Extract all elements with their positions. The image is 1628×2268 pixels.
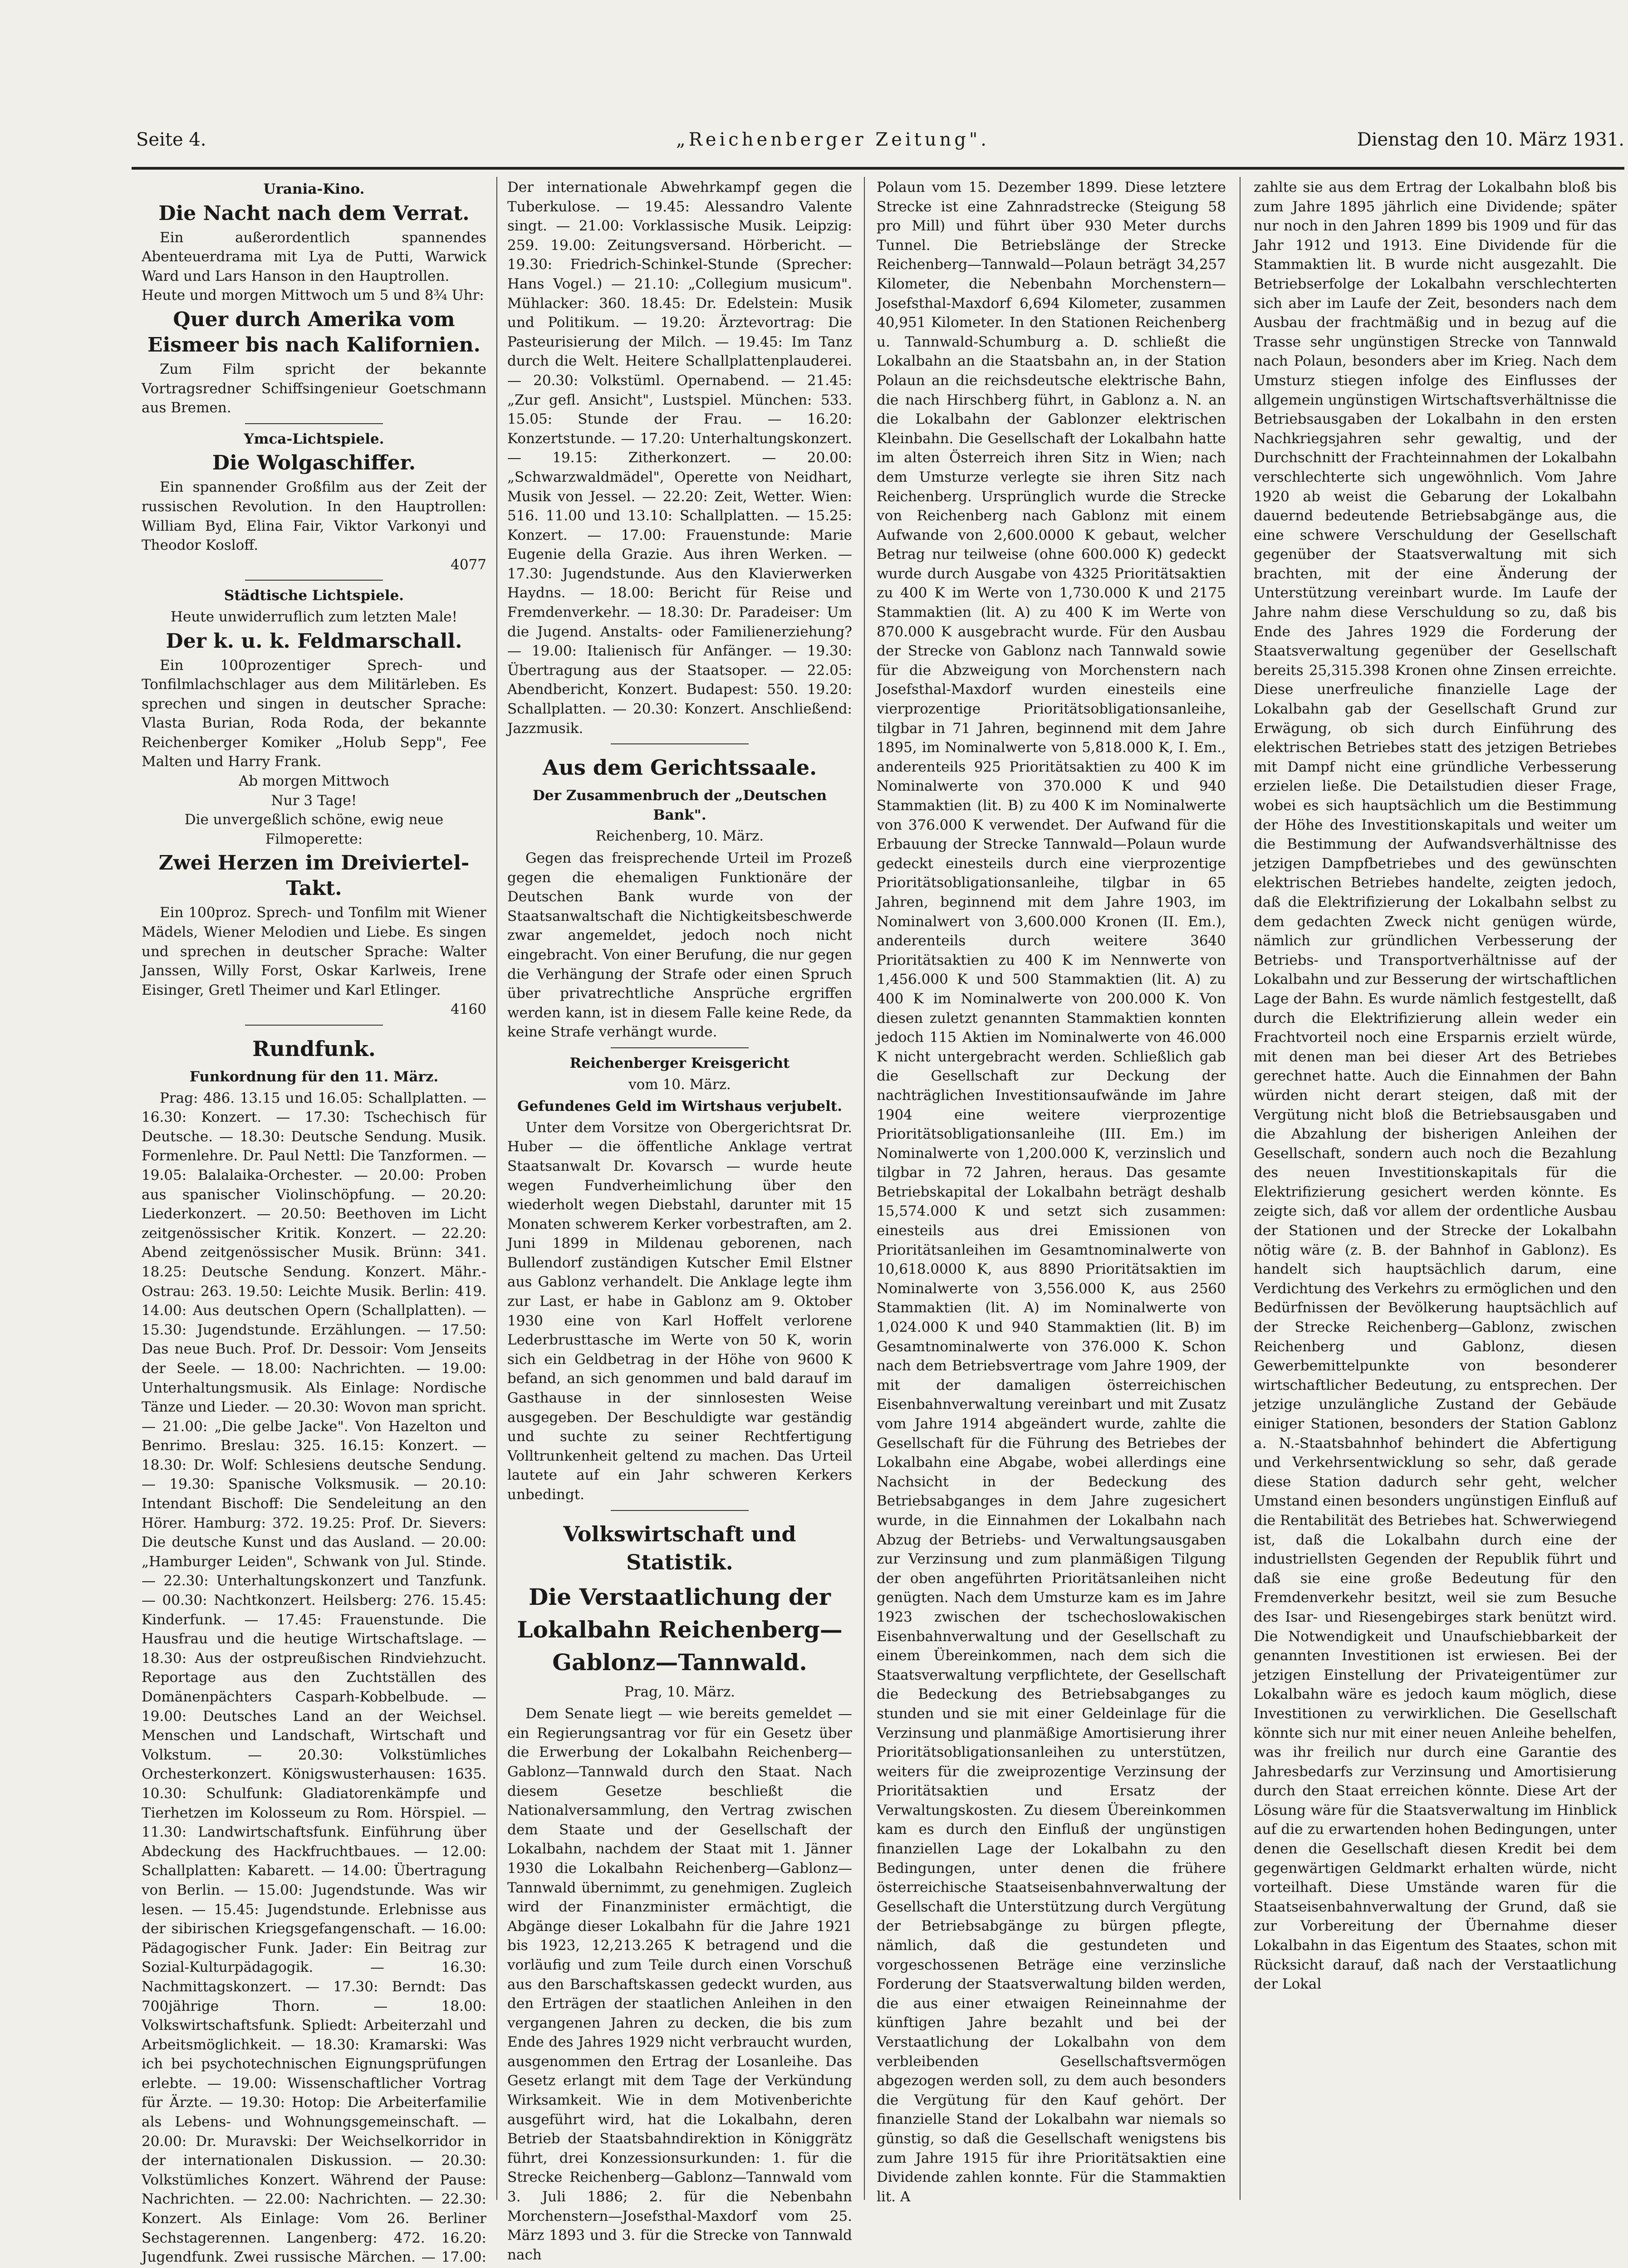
showtime: Nur 3 Tage! bbox=[271, 792, 357, 809]
film-description: Ein 100proz. Sprech- und Tonfilm mit Wiener Mädels, Wiener Melodien und Liebe. Es singen und sprechen in deutscher Sprache: Walter Janssen, Willy Forst, Oskar Karlweis, Irene Eisinger, Gretl Theimer und Karl Etlinger. bbox=[142, 904, 486, 998]
column-2 bbox=[507, 178, 852, 2263]
film-note: Zum Film spricht der bekannte Vortragsredner Schiffsingenieur Goetschmann aus Bremen. bbox=[142, 361, 486, 416]
dateline: vom 10. März. bbox=[628, 1076, 731, 1093]
film-title: Der k. u. k. Feldmarschall. bbox=[166, 629, 462, 653]
column-divider bbox=[864, 177, 865, 2200]
section-divider bbox=[611, 1510, 749, 1511]
showtime: Ab morgen Mittwoch bbox=[238, 773, 390, 790]
section-divider bbox=[245, 1025, 383, 1026]
article-body: Dem Senate liegt — wie bereits gemeldet — ein Regierungsantrag vor für ein Gesetz über die Erwerbung der Lokalbahn Reichenberg—Gablonz—Tannwald durch den Staat. Nach diesem Gesetze beschließt die Nationalversammlung, den Vertrag zwischen dem Staate und der Gesellschaft der Lokalbahn, nachdem der Staat mit 1. Jänner 1930 die Lokalbahn Reichenberg—Gablonz—Tannwald übernimmt, zu genehmigen. Zugleich wird der Finanzminister ermächtigt, die Abgänge dieser Lokalbahn für die Jahre 1921 bis 1923, 12,213.265 K betragend und die vorläufig und zum Teile durch einen Vorschuß aus den Barschaftskassen gedeckt wurden, aus den Erträgen der staatlichen Anleihen in den vergangenen Jahren zu decken, die bis zum Ende des Jahres 1929 nicht verbraucht wurden, ausgenommen den Ertrag der Losanleihe. Das Gesetz erlangt mit dem Tage der Verkündung Wirksamkeit. Wie in dem Motivenberichte ausgeführt wird, hat die Lokalbahn, deren Betrieb der Staatsbahndirektion in Königgrätz führt, drei Konzessionsurkunden: 1. für die Strecke Reichenberg—Gablonz—Tannwald vom 3. Juli 1886; 2. für die Nebenbahn Morchenstern—Josefsthal-Maxdorf vom 25. März 1893 und 3. für die Strecke von Tannwald nach bbox=[507, 1706, 852, 2263]
dateline: Prag, 10. März. bbox=[624, 1683, 736, 1700]
film-title: Zwei Herzen im Dreiviertel-Takt. bbox=[158, 851, 470, 900]
article-subtitle: Der Zusammenbruch der „Deutschen Bank". bbox=[532, 787, 827, 823]
page-number: Seite 4. bbox=[136, 129, 206, 150]
cinema-name: Städtische Lichtspiele. bbox=[224, 587, 404, 604]
section-title: Rundfunk. bbox=[252, 1036, 376, 1061]
section-divider bbox=[245, 423, 383, 424]
ad-number: 4160 bbox=[451, 1001, 486, 1018]
film-title: Die Nacht nach dem Verrat. bbox=[158, 201, 470, 225]
issue-date: Dienstag den 10. März 1931. bbox=[1357, 129, 1624, 150]
article-subtitle: Gefundenes Geld im Wirtshaus verjubelt. bbox=[517, 1098, 842, 1115]
film-intro: Die unvergeßlich schöne, ewig neue Filmoperette: bbox=[184, 811, 444, 847]
header-rule bbox=[132, 167, 1624, 170]
section-divider bbox=[611, 743, 749, 744]
column-3 bbox=[877, 178, 1226, 2210]
article-title: Die Verstaatlichung der Lokalbahn Reichenberg—Gablonz—Tannwald. bbox=[517, 1583, 843, 1676]
section-subtitle: Funkordnung für den 11. März. bbox=[189, 1069, 439, 1085]
radio-program: Der internationale Abwehrkampf gegen die Tuberkulose. — 19.45: Alessandro Valente singt. — 21.00: Vorklassische Musik. Leipzig: 259. 19.00: Zeitungsversand. Hörbericht. — 19.30: Friedrich-Schinkel-Stunde (Sprecher: Hans Vogel.) — 21.10: „Collegium musicum". Mühlacker: 360. 18.45: Dr. Edelstein: Musik und Politikum. — 19.20: Ärztevortrag: Die Pasteurisierung der Milch. — 19.45: Im Tanz durch die Welt. Heitere Schallplattenplauderei. — 20.30: Volkstüml. Opernabend. — 21.45: „Zur gefl. Ansicht", Lustspiel. München: 533. 15.05: Stunde der Frau. — 16.20: Konzertstunde. — 17.20: Unterhaltungskonzert. — 19.15: Zitherkonzert. — 20.00: „Schwarzwaldmädel", Operette von Neidhart, Musik von Jessel. — 22.20: Zeit, Wetter. Wien: 516. 11.00 und 13.10: Schallplatten. — 15.25: Konzert. — 17.00: Frauenstunde: Marie Eugenie della Grazie. Aus ihren Werken. — 17.30: Jugendstunde. Aus den Klavierwerken Haydns. — 18.00: Bericht für Reise und Fremdenverkehr. — 18.30: Dr. Paradeiser: Um die Jugend. Anstalts- oder Familienerziehung? — 19.00: Italienisch für Anfänger. — 19.30: Übertragung aus der Staatsoper. — 22.05: Abendbericht, Konzert. Budapest: 550. 19.20: Schallplatten. — 20.30: Konzert. Anschließend: Jazzmusik. bbox=[507, 179, 852, 737]
article-body: zahlte sie aus dem Ertrag der Lokalbahn bloß bis zum Jahre 1895 jährlich eine Dividende; später nur noch in den Jahren 1899 bis 1909 und für das Jahr 1912 und 1913. Eine Dividende für die Stammaktien lit. B wurde nicht ausgezahlt. Die Betriebserfolge der Lokalbahn verschlechterten sich aber im Laufe der Zeit, besonders nach dem Ausbau der frachtmäßig und in bezug auf die Trasse sehr ungünstigen Strecke von Tannwald nach Polaun, besonders aber im Krieg. Nach dem Umsturz stiegen infolge des Einflusses der allgemein ungünstigen Wirtschaftsverhältnisse die Betriebsausgaben der Lokalbahn in den ersten Nachkriegsjahren sehr gewaltig, und der Durchschnitt der Frachteinnahmen der Lokalbahn verschlechterte sich ungewöhnlich. Vom Jahre 1920 ab weist die Gebarung der Lokalbahn dauernd bedeutende Betriebsabgänge aus, die eine schwere Verschuldung der Gesellschaft gegenüber der Staatsverwaltung mit sich brachten, mit der eine Änderung der Unterstützung vereinbart wurde. Im Laufe der Jahre nahm diese Verschuldung so zu, daß bis Ende des Jahres 1929 die Forderung der Staatsverwaltung gegenüber der Gesellschaft bereits 25,315.398 Kronen ohne Zinsen erreichte. Diese unerfreuliche finanzielle Lage der Lokalbahn gab der Gesellschaft Grund zur Erwägung, ob sich durch Einführung des elektrischen Betriebes statt des jetzigen Betriebes mit Dampf nicht eine gründliche Verbesserung erzielen ließe. Die Detailstudien dieser Frage, wobei es sich hauptsächlich um die Bestimmung der Höhe des Investitionskapitals und weiter um die Bestimmung der Aufwandsverhältnisse des jetzigen Dampfbetriebes und des gewünschten elektrischen Betriebes handelte, zeigten jedoch, daß die Elektrifizierung der Lokalbahn selbst zu dem gedachten Zweck nicht genügen würde, nämlich zur gründlichen Verbesserung der Betriebs- und Transportverhältnisse auf der Lokalbahn und zur Besserung der wirtschaftlichen Lage der Bahn. Es wurde nämlich festgestellt, daß durch die Elektrifizierung allein weder ein Frachtvorteil noch eine Ersparnis erzielt würde, mit denen man bei dieser Art des Betriebes gerechnet hatte. Auch die Einnahmen der Bahn würden nicht derart steigen, daß mit der Vergütung nicht bloß die Betriebsausgaben und die Abzahlung der bisherigen Anleihen der Gesellschaft, sondern auch noch die Bezahlung des neuen Investitionskapitals für die Elektrifizierung gesichert werden könnte. Es zeigte sich, daß vor allem der ordentliche Ausbau der Stationen und der Strecke der Lokalbahn nötig wäre (z. B. der Bahnhof in Gablonz). Es handelt sich hauptsächlich darum, eine Verdichtung des Verkehrs zu ermöglichen und den Bedürfnissen der Bevölkerung hauptsächlich auf der Strecke Reichenberg—Gablonz, zwischen Reichenberg und Gablonz, diesen Gewerbemittelpunkte von besonderer wirtschaftlicher Bedeutung, zu entsprechen. Der jetzige unzulängliche Zustand der Gebäude einiger Stationen, besonders der Station Gablonz a. N.-Staatsbahnhof behindert die Abfertigung und Verkehrsentwicklung so sehr, daß gerade diese Station dadurch sehr geht, welcher Umstand einen besonders ungünstigen Einfluß auf die Rentabilität des Betriebes hat. Schwerwiegend ist, daß die Lokalbahn durch eine der industriellsten Gegenden der Republik führt und daß sie eine große Bedeutung für den Fremdenverkehr besitzt, weil sie zum Besuche des Isar- und Riesengebirges stark benützt wird. Die Notwendigkeit und Unaufschiebbarkeit der genannten Investitionen ist erwiesen. Bei der jetzigen Einstellung der Privateigentümer zur Lokalbahn wäre es jedoch kaum möglich, diese Investitionen zu verwirklichen. Die Gesellschaft könnte sich nur mit einer neuen Anleihe behelfen, was ihr freilich nur durch eine Garantie des Jahresbedarfs zur Verzinsung und Amortisierung durch den Staat erreichen könnte. Diese Art der Lösung wäre für die Staatsverwaltung im Hinblick auf die zu erwartenden hohen Bedingungen, unter denen die Gesellschaft diesen Kredit bei dem gegenwärtigen Geldmarkt erhalten würde, nicht vorteilhaft. Diese Umstände waren für die Staatseisenbahnverwaltung der Grund, daß sie zur Vorbereitung der Übernahme dieser Lokalbahn in das Eigentum des Staates, schon mit Rücksicht darauf, daß nach der Verstaatlichung der Lokal bbox=[1254, 179, 1617, 1993]
film-title: Quer durch Amerika vom Eismeer bis nach Kalifornien. bbox=[147, 308, 481, 357]
showtime: Heute unwiderruflich zum letzten Male! bbox=[170, 608, 458, 625]
section-title: Volkswirtschaft und Statistik. bbox=[563, 1521, 796, 1574]
showtime: Heute und morgen Mittwoch um 5 und 8¾ Uhr: bbox=[142, 287, 484, 304]
column-1 bbox=[142, 178, 486, 2266]
article-body: Polaun vom 15. Dezember 1899. Diese letztere Strecke ist eine Zahnradstrecke (Steigung 58 pro Mill) und führt über 930 Meter durchs Tunnel. Die Betriebslänge der Strecke Reichenberg—Tannwald—Polaun beträgt 34,257 Kilometer, die Nebenbahn Morchenstern—Josefsthal-Maxdorf 6,694 Kilometer, zusammen 40,951 Kilometer. In den Stationen Reichenberg u. Tannwald-Schumburg a. D. schließt die Lokalbahn an die Staatsbahn an, in der Station Polaun an die reichsdeutsche elektrische Bahn, die nach Hirschberg führt, in Gablonz a. N. an die Lokalbahn der Gablonzer elektrischen Kleinbahn. Die Gesellschaft der Lokalbahn hatte im alten Österreich ihren Sitz in Wien; nach dem Umsturze verlegte sie ihren Sitz nach Reichenberg. Ursprünglich wurde die Strecke von Reichenberg nach Gablonz mit einem Aufwande von 2,600.0000 K gebaut, welcher Betrag nur teilweise (ohne 600.000 K) gedeckt wurde durch Ausgabe von 4325 Prioritätsaktien zu 400 K im Werte von 1,730.000 K und 2175 Stammaktien (lit. A) zu 400 K im Werte von 870.000 K ausgebracht wurde. Für den Ausbau der Strecke von Gablonz nach Tannwald sowie für die Abzweigung von Morchenstern nach Josefsthal-Maxdorf wurden einesteils eine vierprozentige Prioritätsobligationsanleihe, tilgbar in 71 Jahren, beginnend mit dem Jahre 1895, im Nominalwerte von 5,818.000 K, I. Em., anderenteils 925 Prioritätsaktien zu 400 K im Nominalwerte von 370.000 K und 940 Stammaktien (lit. B) zu 400 K im Nominalwerte von 376.000 K verwendet. Der Aufwand für die Erbauung der Strecke Tannwald—Polaun wurde gedeckt einesteils durch eine vierprozentige Prioritätsobligationsanleihe, tilgbar in 65 Jahren, beginnend mit dem Jahre 1903, im Nominalwert von 3,600.000 Kronen (II. Em.), anderenteils durch weitere 3640 Prioritätsaktien zu 400 K im Nennwerte von 1,456.000 K und 500 Stammaktien (lit. A) zu 400 K im Nominalwerte von 200.000 K. Von diesen zuletzt genannten Stammaktien konnten jedoch 115 Aktien im Nominalwerte von 46.000 K nicht untergebracht werden. Schließlich gab die Gesellschaft zur Deckung der nachträglichen Investitionsaufwände im Jahre 1904 eine weitere vierprozentige Prioritätsobligationsanleihe (III. Em.) im Nominalwerte von 1,200.000 K, verzinslich und tilgbar in 72 Jahren, heraus. Das gesamte Betriebskapital der Lokalbahn beträgt deshalb 15,574.000 K und setzt sich zusammen: einesteils aus drei Emissionen von Prioritätsanleihen im Gesamtnominalwerte von 10,618.0000 K, aus 8890 Prioritätsaktien im Nominalwerte von 3,556.000 K, aus 2560 Stammaktien (lit. A) im Nominalwerte von 1,024.000 K und 940 Stammaktien (lit. B) im Gesamtnominalwerte von 376.000 K. Schon nach dem Betriebsvertrage vom Jahre 1909, der mit der damaligen österreichischen Eisenbahnverwaltung vereinbart und mit Zusatz vom Jahre 1914 abgeändert wurde, zahlte die Gesellschaft für die Führung des Betriebes der Lokalbahn eine Abgabe, wobei allerdings eine Nachsicht in der Bedeckung des Betriebsabganges in dem Jahre zugesichert wurde, in die Einnahmen der Lokalbahn nach Abzug der Betriebs- und Verwaltungsausgaben zur Verzinsung und zum planmäßigen Tilgung der oben angeführten Prioritätsanleihen nicht genügten. Nach dem Umsturze kam es im Jahre 1923 zwischen der tschechoslowakischen Eisenbahnverwaltung und der Gesellschaft zu einem Übereinkommen, nach dem sich die Staatsverwaltung verpflichtete, der Gesellschaft die Bedeckung des Betriebsabganges zu stunden und sie mit einer Geldeinlage für die Verzinsung und planmäßige Amortisierung ihrer Prioritätsobligationsanleihen zu unterstützen, weiters für die zweiprozentige Verzinsung der Prioritätsaktien und Ersatz der Verwaltungskosten. Zu diesem Übereinkommen kam es durch den Einfluß der ungünstigen finanziellen Lage der Lokalbahn zu den Bedingungen, unter denen die frühere österreichische Staatseisenbahnverwaltung der Gesellschaft die Unterstützung durch Vergütung der Betriebsabgänge zu bürgen pflegte, nämlich, daß die gestundeten und vorgeschossenen Beträge eine verzinsliche Forderung der Staatsverwaltung bilden werden, die aus einer etwaigen Reineinnahme der künftigen Jahre bezahlt und bei der Verstaatlichung der Lokalbahn von dem verbleibenden Gesellschaftsvermögen abgezogen werden soll, zu dem auch besonders die Vergütung für den Kauf gehört. Der finanzielle Stand der Lokalbahn war niemals so günstig, so daß die Gesellschaft wenigstens bis zum Jahre 1915 für ihre Prioritätsaktien eine Dividende zahlen konnte. Für die Stammaktien lit. A bbox=[877, 179, 1226, 2205]
article-body: Unter dem Vorsitze von Obergerichtsrat Dr. Huber — die öffentliche Anklage vertrat Staatsanwalt Dr. Kovarsch — wurde heute wegen Fundverheimlichung über den wiederholt wegen Diebstahl, darunter mit 15 Monaten schwerem Kerker vorbestraften, am 2. Juni 1899 in Mildenau geborenen, nach Bullendorf zuständigen Kutscher Emil Elstner aus Gablonz verhandelt. Die Anklage legte ihm zur Last, er habe in Gablonz am 9. Oktober 1930 eine von Karl Hoffelt verlorene Lederbrusttasche im Werte von 50 K, worin sich ein Geldbetrag in der Höhe von 9600 K befand, an sich genommen und bald darauf im Gasthause in der sinnlosesten Weise ausgegeben. Der Beschuldigte war geständig und suchte zu seiner Rechtfertigung Volltrunkenheit geltend zu machen. Das Urteil lautete auf ein Jahr schweren Kerkers unbedingt. bbox=[507, 1119, 852, 1503]
ad-number: 4077 bbox=[451, 556, 486, 573]
cinema-name: Urania-Kino. bbox=[263, 181, 365, 197]
section-title: Aus dem Gerichtssaale. bbox=[542, 755, 817, 780]
radio-program: Prag: 486. 13.15 und 16.05: Schallplatten. — 16.30: Konzert. — 17.30: Tschechisch für Deutsche. — 18.30: Deutsche Sendung. Musik. Formenlehre. Dr. Paul Nettl: Die Tanzformen. — 19.05: Balalaika-Orchester. — 20.00: Proben aus spanischer Violinschöpfung. — 20.20: Liederkonzert. — 20.50: Beethoven im Licht zeitgenössischer Kritik. Konzert. — 22.20: Abend zeitgenössischer Musik. Brünn: 341. 18.25: Deutsche Sendung. Konzert. Mähr.-Ostrau: 263. 19.50: Leichte Musik. Berlin: 419. 14.00: Aus deutschen Opern (Schallplatten). — 15.30: Jugendstunde. Erzählungen. — 17.50: Das neue Buch. Prof. Dr. Dessoir: Vom Jenseits der Seele. — 18.00: Nachrichten. — 19.00: Unterhaltungsmusik. Als Einlage: Nordische Tänze und Lieder. — 20.30: Wovon man spricht. — 21.00: „Die gelbe Jacke". Von Hazelton und Benrimo. Breslau: 325. 16.15: Konzert. — 18.30: Dr. Wolf: Schlesiens deutsche Sendung. — 19.30: Spanische Volksmusik. — 20.10: Intendant Bischoff: Die Sendeleitung an den Hörer. Hamburg: 372. 19.25: Prof. Dr. Sievers: Die deutsche Kunst und das Ausland. — 20.00: „Hamburger Leiden", Schwank von Jul. Stinde. — 22.30: Unterhaltungskonzert und Tanzfunk. — 00.30: Nachtkonzert. Heilsberg: 276. 15.45: Kinderfunk. — 17.45: Frauenstunde. Die Hausfrau und die heutige Wirtschaftslage. — 18.30: Aus der ostpreußischen Rindviehzucht. Reportage aus den Zuchtställen des Domänenpächters Casparh-Kobbelbude. — 19.00: Deutsches Land an der Weichsel. Menschen und Landschaft, Wirtschaft und Volkstum. — 20.30: Volkstümliches Orchesterkonzert. Königswusterhausen: 1635. 10.30: Schulfunk: Gladiatorenkämpfe und Tierhetzen im Kolosseum zu Rom. Hörspiel. — 11.30: Landwirtschaftsfunk. Einführung über Abdeckung des Hackfruchtbaues. — 12.00: Schallplatten: Kabarett. — 14.00: Übertragung von Berlin. — 15.00: Jugendstunde. Was wir lesen. — 15.45: Jugendstunde. Erlebnisse aus der sibirischen Kriegsgefangenschaft. — 16.00: Pädagogischer Funk. Jader: Ein Beitrag zur Sozial-Kulturpädagogik. — 16.30: Nachmittagskonzert. — 17.30: Berndt: Das 700jährige Thorn. — 18.00: Volkswirtschaftsfunk. Spliedt: Arbeiterzahl und Arbeitsmöglichkeit. — 18.30: Kramarski: Was ich bei psychotechnischen Eignungsprüfungen erlebte. — 19.00: Wissenschaftlicher Vortrag für Ärzte. — 19.30: Hotop: Die Arbeiterfamilie als Lebens- und Wohnungsgemeinschaft. — 20.00: Dr. Muravski: Der Weichselkorridor in der internationalen Diskussion. — 20.30: Volkstümliches Konzert. Während der Pause: Nachrichten. — 22.00: Nachrichten. — 22.30: Konzert. Als Einlage: Vom 26. Berliner Sechstagerennen. Langenberg: 472. 16.20: Jugendfunk. Zwei russische Märchen. — 17.00: bbox=[142, 1090, 486, 2266]
film-description: Ein außerordentlich spannendes Abenteuerdrama mit Lya de Putti, Warwick Ward und Lars Hanson in den Hauptrollen. bbox=[142, 229, 486, 284]
newspaper-title: „Reichenberger Zeitung". bbox=[676, 129, 990, 150]
film-title: Die Wolgaschiffer. bbox=[212, 451, 416, 475]
article-body: Gegen das freisprechende Urteil im Prozeß gegen die ehemaligen Funktionäre der Deutschen Bank wurde von der Staatsanwaltschaft die Nichtigkeitsbeschwerde zwar angemeldet, jedoch noch nicht eingebracht. Von einer Berufung, die nur gegen die Verhängung der Strafe oder einen Spruch über privatrechtliche Ansprüche ergriffen werden kann, ist in diesem Falle keine Rede, da keine Strafe verhängt wurde. bbox=[507, 850, 852, 1041]
section-divider bbox=[611, 1047, 749, 1048]
column-4 bbox=[1254, 178, 1617, 2210]
film-description: Ein 100prozentiger Sprech- und Tonfilmlachschlager aus dem Militärleben. Es sprechen und singen in deutscher Sprache: Vlasta Burian, Roda Roda, der bekannte Reichenberger Komiker „Holub Sepp", Fee Malten und Harry Frank. bbox=[142, 657, 486, 770]
cinema-name: Ymca-Lichtspiele. bbox=[244, 430, 384, 447]
column-divider bbox=[1240, 177, 1241, 2200]
section-divider bbox=[245, 580, 383, 581]
article-title: Reichenberger Kreisgericht bbox=[569, 1055, 790, 1071]
film-description: Ein spannender Großfilm aus der Zeit der russischen Revolution. In den Hauptrollen: William Byd, Elina Fair, Viktor Varkonyi und Theodor Kosloff. bbox=[142, 479, 486, 554]
column-divider bbox=[496, 177, 497, 2200]
dateline: Reichenberg, 10. März. bbox=[595, 828, 764, 845]
page-header bbox=[136, 129, 1624, 156]
